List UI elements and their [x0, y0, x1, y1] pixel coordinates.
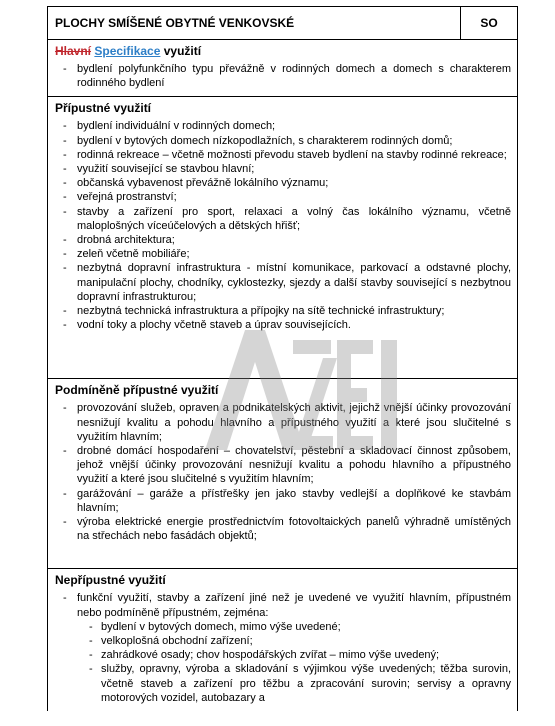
section-main-use: [48, 40, 517, 97]
list-item: - stavby a zařízení pro sport, relaxaci a volný čas lokálního významu, včetně maloplošných víceúčelových a dětských hřišť;: [55, 205, 511, 233]
list-item: [55, 591, 511, 705]
list-item: - provozování služeb, opraven a podnikatelských aktivit, jejichž vnější účinky provozování nesnižují kvalitu a pohodu hlavního a přípustného využití a které jsou slučitelné s využitím hlavním;: [55, 401, 511, 444]
main-use-heading: [55, 43, 511, 60]
list-item: - nezbytná dopravní infrastruktura - místní komunikace, parkovací a odstavné plochy, manipulační plochy, chodníky, cyklostezky, sjezdy a další stavby související s nezbytnou dopravní infrastrukturou;: [55, 261, 511, 304]
inserted-text: Specifikace: [94, 44, 161, 58]
sub-list-item: - služby, opravny, výroba a skladování s výjimkou výše uvedených; těžba surovin, včetně staveb a zařízení pro těžbu a zpracování surovin; servisy a opravny motorových vozidel, autobazary a: [77, 662, 511, 705]
forbidden-use-list: [55, 591, 511, 705]
list-item: - vodní toky a plochy včetně staveb a úprav souvisejících.: [55, 318, 511, 332]
list-item: - drobné domácí hospodaření – chovatelství, pěstební a skladovací činnost způsobem, jehož vnější účinky provozování nesnižují kvalitu a pohodu hlavního a přípustného využití a které jsou slučitelné s využitím hlavním;: [55, 444, 511, 487]
zone-title: PLOCHY SMÍŠENÉ OBYTNÉ VENKOVSKÉ: [48, 7, 461, 39]
list-item: - drobná architektura;: [55, 233, 511, 247]
list-item: - veřejná prostranství;: [55, 190, 511, 204]
allowed-use-heading: Přípustné využití: [55, 101, 152, 116]
conditional-use-heading: Podmíněně přípustné využití: [55, 383, 219, 398]
list-item: - zeleň včetně mobiliáře;: [55, 247, 511, 261]
sub-list-item: - zahrádkové osady; chov hospodářských zvířat – mimo výše uvedený;: [77, 648, 511, 662]
list-item: - garážování – garáže a přístřešky jen jako stavby vedlejší a doplňkové ke stavbám hlavním;: [55, 487, 511, 515]
regulation-table: [47, 6, 518, 711]
sub-list-item: - bydlení v bytových domech, mimo výše uvedené;: [77, 620, 511, 634]
table-header: [48, 7, 517, 40]
allowed-use-list: [55, 119, 511, 332]
list-item: - občanská vybavenost převážně lokálního významu;: [55, 176, 511, 190]
section-forbidden-use: [48, 569, 517, 711]
conditional-use-list: [55, 401, 511, 543]
deleted-text: Hlavní: [55, 44, 92, 58]
zone-code: SO: [480, 16, 498, 30]
list-item: - využití související se stavbou hlavní;: [55, 162, 511, 176]
list-item: - výroba elektrické energie prostřednictvím fotovoltaických panelů výhradně umístěných na střechách nebo fasádách objektů;: [55, 515, 511, 543]
forbidden-sub-list: [77, 620, 511, 705]
section-allowed-use: [48, 97, 517, 379]
heading-rest: využití: [163, 44, 202, 58]
list-item: - bydlení v bytových domech nízkopodlažních, s charakterem rodinných domů;: [55, 134, 511, 148]
list-item: - rodinná rekreace – včetně možnosti převodu staveb bydlení na stavby rodinné rekreace;: [55, 148, 511, 162]
section-conditional-use: [48, 379, 517, 569]
forbidden-use-heading: Nepřípustné využití: [55, 573, 166, 588]
main-use-list: [55, 62, 511, 90]
list-item: - bydlení polyfunkčního typu převážně v rodinných domech a domech s charakterem rodinného bydlení: [55, 62, 511, 90]
sub-list-item: - velkoplošná obchodní zařízení;: [77, 634, 511, 648]
list-item: - bydlení individuální v rodinných domech;: [55, 119, 511, 133]
forbidden-intro: funkční využití, stavby a zařízení jiné než je uvedené ve využití hlavním, přípustném nebo podmíněně přípustném, zejména:: [77, 592, 511, 619]
list-item: - nezbytná technická infrastruktura a přípojky na sítě technické infrastruktury;: [55, 304, 511, 318]
